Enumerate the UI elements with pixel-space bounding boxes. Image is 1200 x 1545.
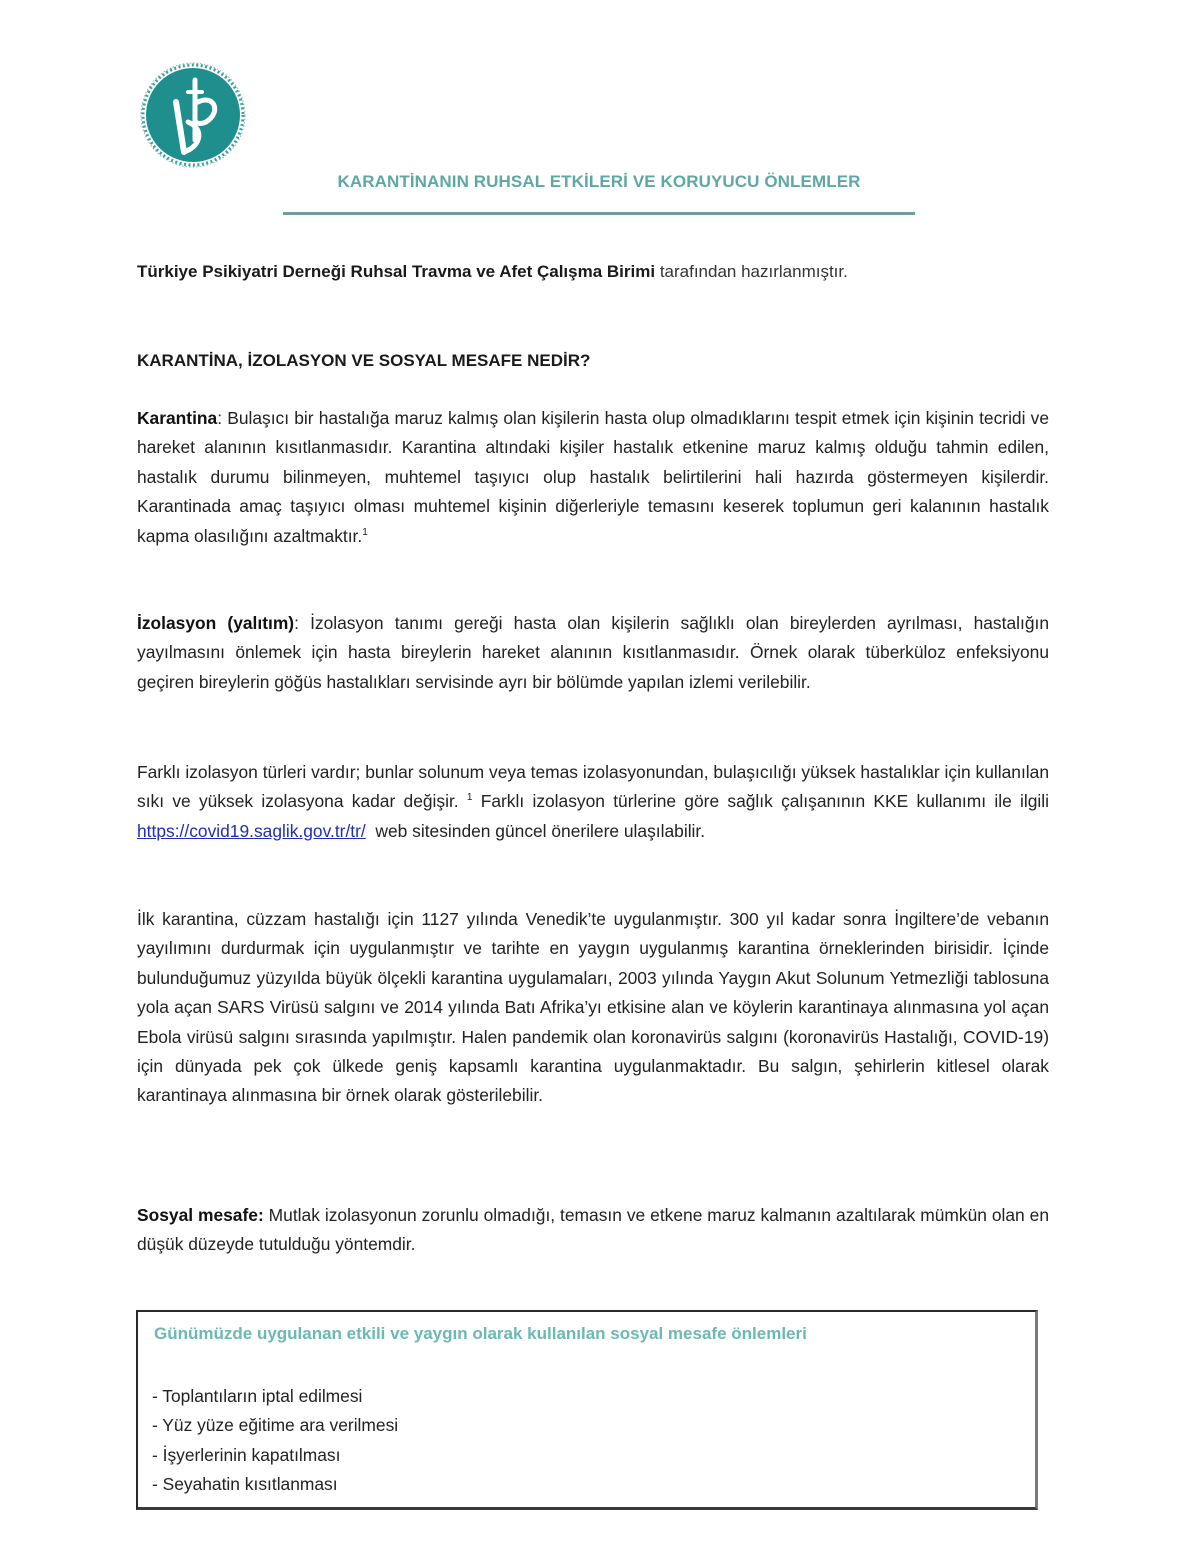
measures-list [152,1382,398,1500]
footnote-ref: 1 [362,526,368,538]
author-suffix: tarafından hazırlanmıştır. [655,262,848,281]
social-distance-measures-box [136,1310,1038,1510]
document-title: KARANTİNANIN RUHSAL ETKİLERİ VE KORUYUCU ÖNLEMLER [337,172,861,191]
list-item: - İşyerlerinin kapatılması [152,1444,341,1465]
turler-text-middle: Farklı izolasyon türlerine göre sağlık çalışanının KKE kullanımı ile ilgili [472,791,1049,812]
list-item: - Toplantıların iptal edilmesi [152,1386,363,1406]
paragraph-izolasyon-turleri [137,758,1049,846]
box-title: Günümüzde uygulanan etkili ve yaygın olarak kullanılan sosyal mesafe önlemleri [154,1324,807,1343]
author-line [137,262,848,282]
paragraph-karantina [137,404,1049,551]
tpd-logo-icon [140,62,246,168]
section-heading: KARANTİNA, İZOLASYON VE SOSYAL MESAFE NEDİR? [137,351,591,370]
covid19-saglik-link[interactable]: https://covid19.saglik.gov.tr/tr/ [137,820,366,841]
title-divider [283,212,915,215]
izolasyon-text: : İzolasyon tanımı gereği hasta olan kişilerin sağlıklı olan bireylerden ayrılması, hastalığın yayılmasını önlemek için hasta bireylerin hareket alanının kısıtlanmasıdır. Örnek olarak tüberküloz enfeksiyonu geçiren bireylerin göğüs hastalıkları servisinde ayrı bir bölümde yapılan izlemi verilebilir. [137,613,1050,692]
term-karantina: Karantina [137,408,218,428]
author-organization: Türkiye Psikiyatri Derneği Ruhsal Travma ve Afet Çalışma Birimi [137,262,656,281]
term-sosyal-mesafe: Sosyal mesafe: [137,1205,264,1225]
sosyal-mesafe-text: Mutlak izolasyonun zorunlu olmadığı, temasın ve etkene maruz kalmanın azaltılarak mümkün olan en düşük düzeyde tutulduğu yöntemdir. [137,1205,1050,1255]
list-item: - Seyahatin kısıtlanması [152,1474,338,1495]
footnote-ref: 1 [466,792,473,804]
term-izolasyon: İzolasyon (yalıtım) [137,613,295,633]
karantina-text: : Bulaşıcı bir hastalığa maruz kalmış olan kişilerin hasta olup olmadıklarını tespit etmek için kişinin tecridi ve hareket alanının kısıtlanmasıdır. Karantina altındaki kişiler hastalık etkenine maruz kalmış olduğu tahmin edilen, hastalık durumu bilinmeyen, muhtemel taşıyıcı olup hastalık belirtilerini hali hazırda göstermeyen kişilerdir. Karantinada amaç taşıyıcı olması muhtemel kişinin diğerleriyle temasını keserek toplumun geri kalanının hastalık kapma olasılığını azaltmaktır. [137,408,1049,546]
paragraph-karantina-tarihi: İlk karantina, cüzzam hastalığı için 1127 yılında Venedik’te uygulanmıştır. 300 yıl kadar sonra İngiltere’de vebanın yayılımını durdurmak için uygulanmıştır ve tarihte en yaygın uygulanmış karantina örneklerinden birisidir. İçinde bulunduğumuz yüzyılda büyük ölçekli karantina uygulamaları, 2003 yılında Yaygın Akut Solunum Yetmezliği tablosuna yola açan SARS Virüsü salgını ve 2014 yılında Batı Afrika’yı etkisine alan ve köylerin karantinaya alınmasına yol açan Ebola virüsü salgını sırasında yapılmıştır. Halen pandemik olan koronavirüs salgını (koronavirüs Hastalığı, COVID-19) için dünyada pek çok ülkede geniş kapsamlı karantina uygulanmaktadır. Bu salgın, şehirlerin kitlesel olarak karantinaya alınmasına bir örnek olarak gösterilebilir. [137,909,1049,1106]
turler-text-before: Farklı izolasyon türleri vardır; bunlar solunum veya temas izolasyonundan, bulaşıcılığı yüksek hastalıklar için kullanılan sıkı ve yüksek izolasyona kadar değişir. [137,762,1049,812]
list-item: - Yüz yüze eğitime ara verilmesi [152,1415,399,1436]
paragraph-sosyal-mesafe [137,1201,1049,1260]
paragraph-izolasyon [137,609,1049,697]
turler-text-after: web sitesinden güncel önerilere ulaşılabilir. [365,820,706,841]
